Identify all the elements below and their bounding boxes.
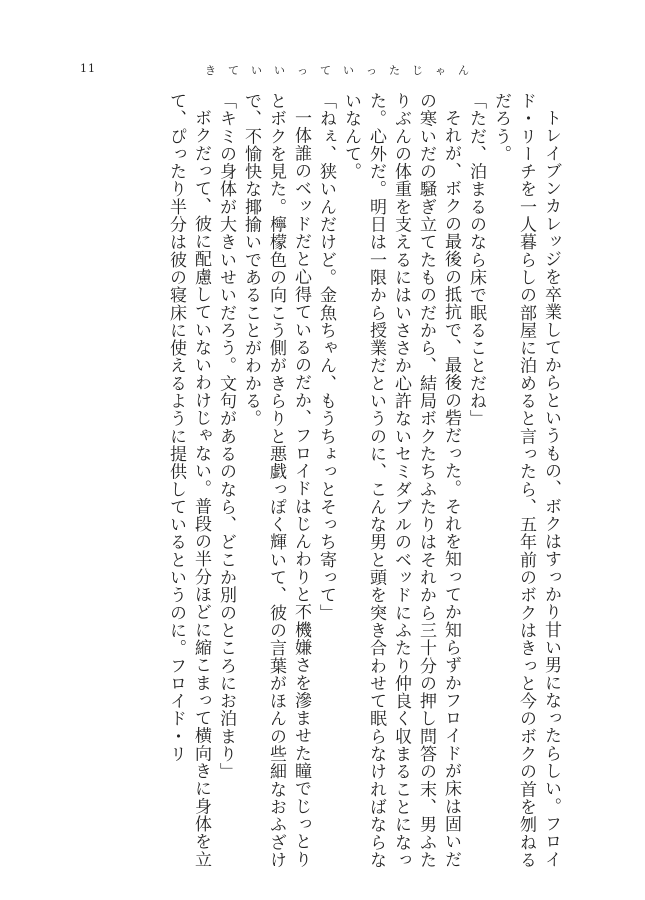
page-number: 11 — [80, 62, 96, 75]
body-text — [78, 92, 563, 872]
paragraph-6: 「キミの身体が大きいせいだろう。文句があるのなら、どこか別のところにお泊まり」 — [216, 92, 236, 781]
paragraph-4: 「ねぇ、狭いんだけど。金魚ちゃん、もうちょっとそっち寄って」 — [316, 92, 336, 622]
paragraph-7: ボクだって、彼に配慮していないわけじゃない。普段の半分ほどに縮こまって横向きに身体を立て、ぴったり半分は彼の寝床に使えるように提供しているというのに。フロイド・リ — [166, 92, 211, 868]
paragraph-3: それが、ボクの最後の抵抗で、最後の砦だった。それを知ってか知らずかフロイドが床は固いだの寒いだの騒ぎ立てたものだから、結局ボクたちふたりはそれから三十分の押し問答の末、男ふたりぶんの体重を支えるにはいささか心許ないセミダブルのベッドにふたり仲良く収まることになった。心外だ。明日は一限から授業だというのに、こんな男と頭を突き合わせて眠らなければならないなんて。 — [341, 92, 461, 869]
paragraph-5: 一体誰のベッドだと心得ているのだか、フロイドはじんわりと不機嫌さを滲ませた瞳でじっとりとボクを見た。檸檬色の向こう側がきらりと悪戯っぽく輝いて、彼の言葉がほんの些細なおふざけで、不愉快な揶揄いであることがわかる。 — [241, 92, 311, 869]
running-title: きていいっていったじゃん — [205, 64, 481, 77]
paragraph-2: 「ただ、泊まるのなら床で眠ることだね」 — [466, 92, 486, 428]
paragraph-1: トレイブンカレッジを卒業してからというもの、ボクはすっかり甘い男になったらしい。フロイド・リーチを一人暮らしの部屋に泊めると言ったら、五年前のボクはきっと今のボクの首を刎ねるだろう。 — [491, 92, 561, 869]
